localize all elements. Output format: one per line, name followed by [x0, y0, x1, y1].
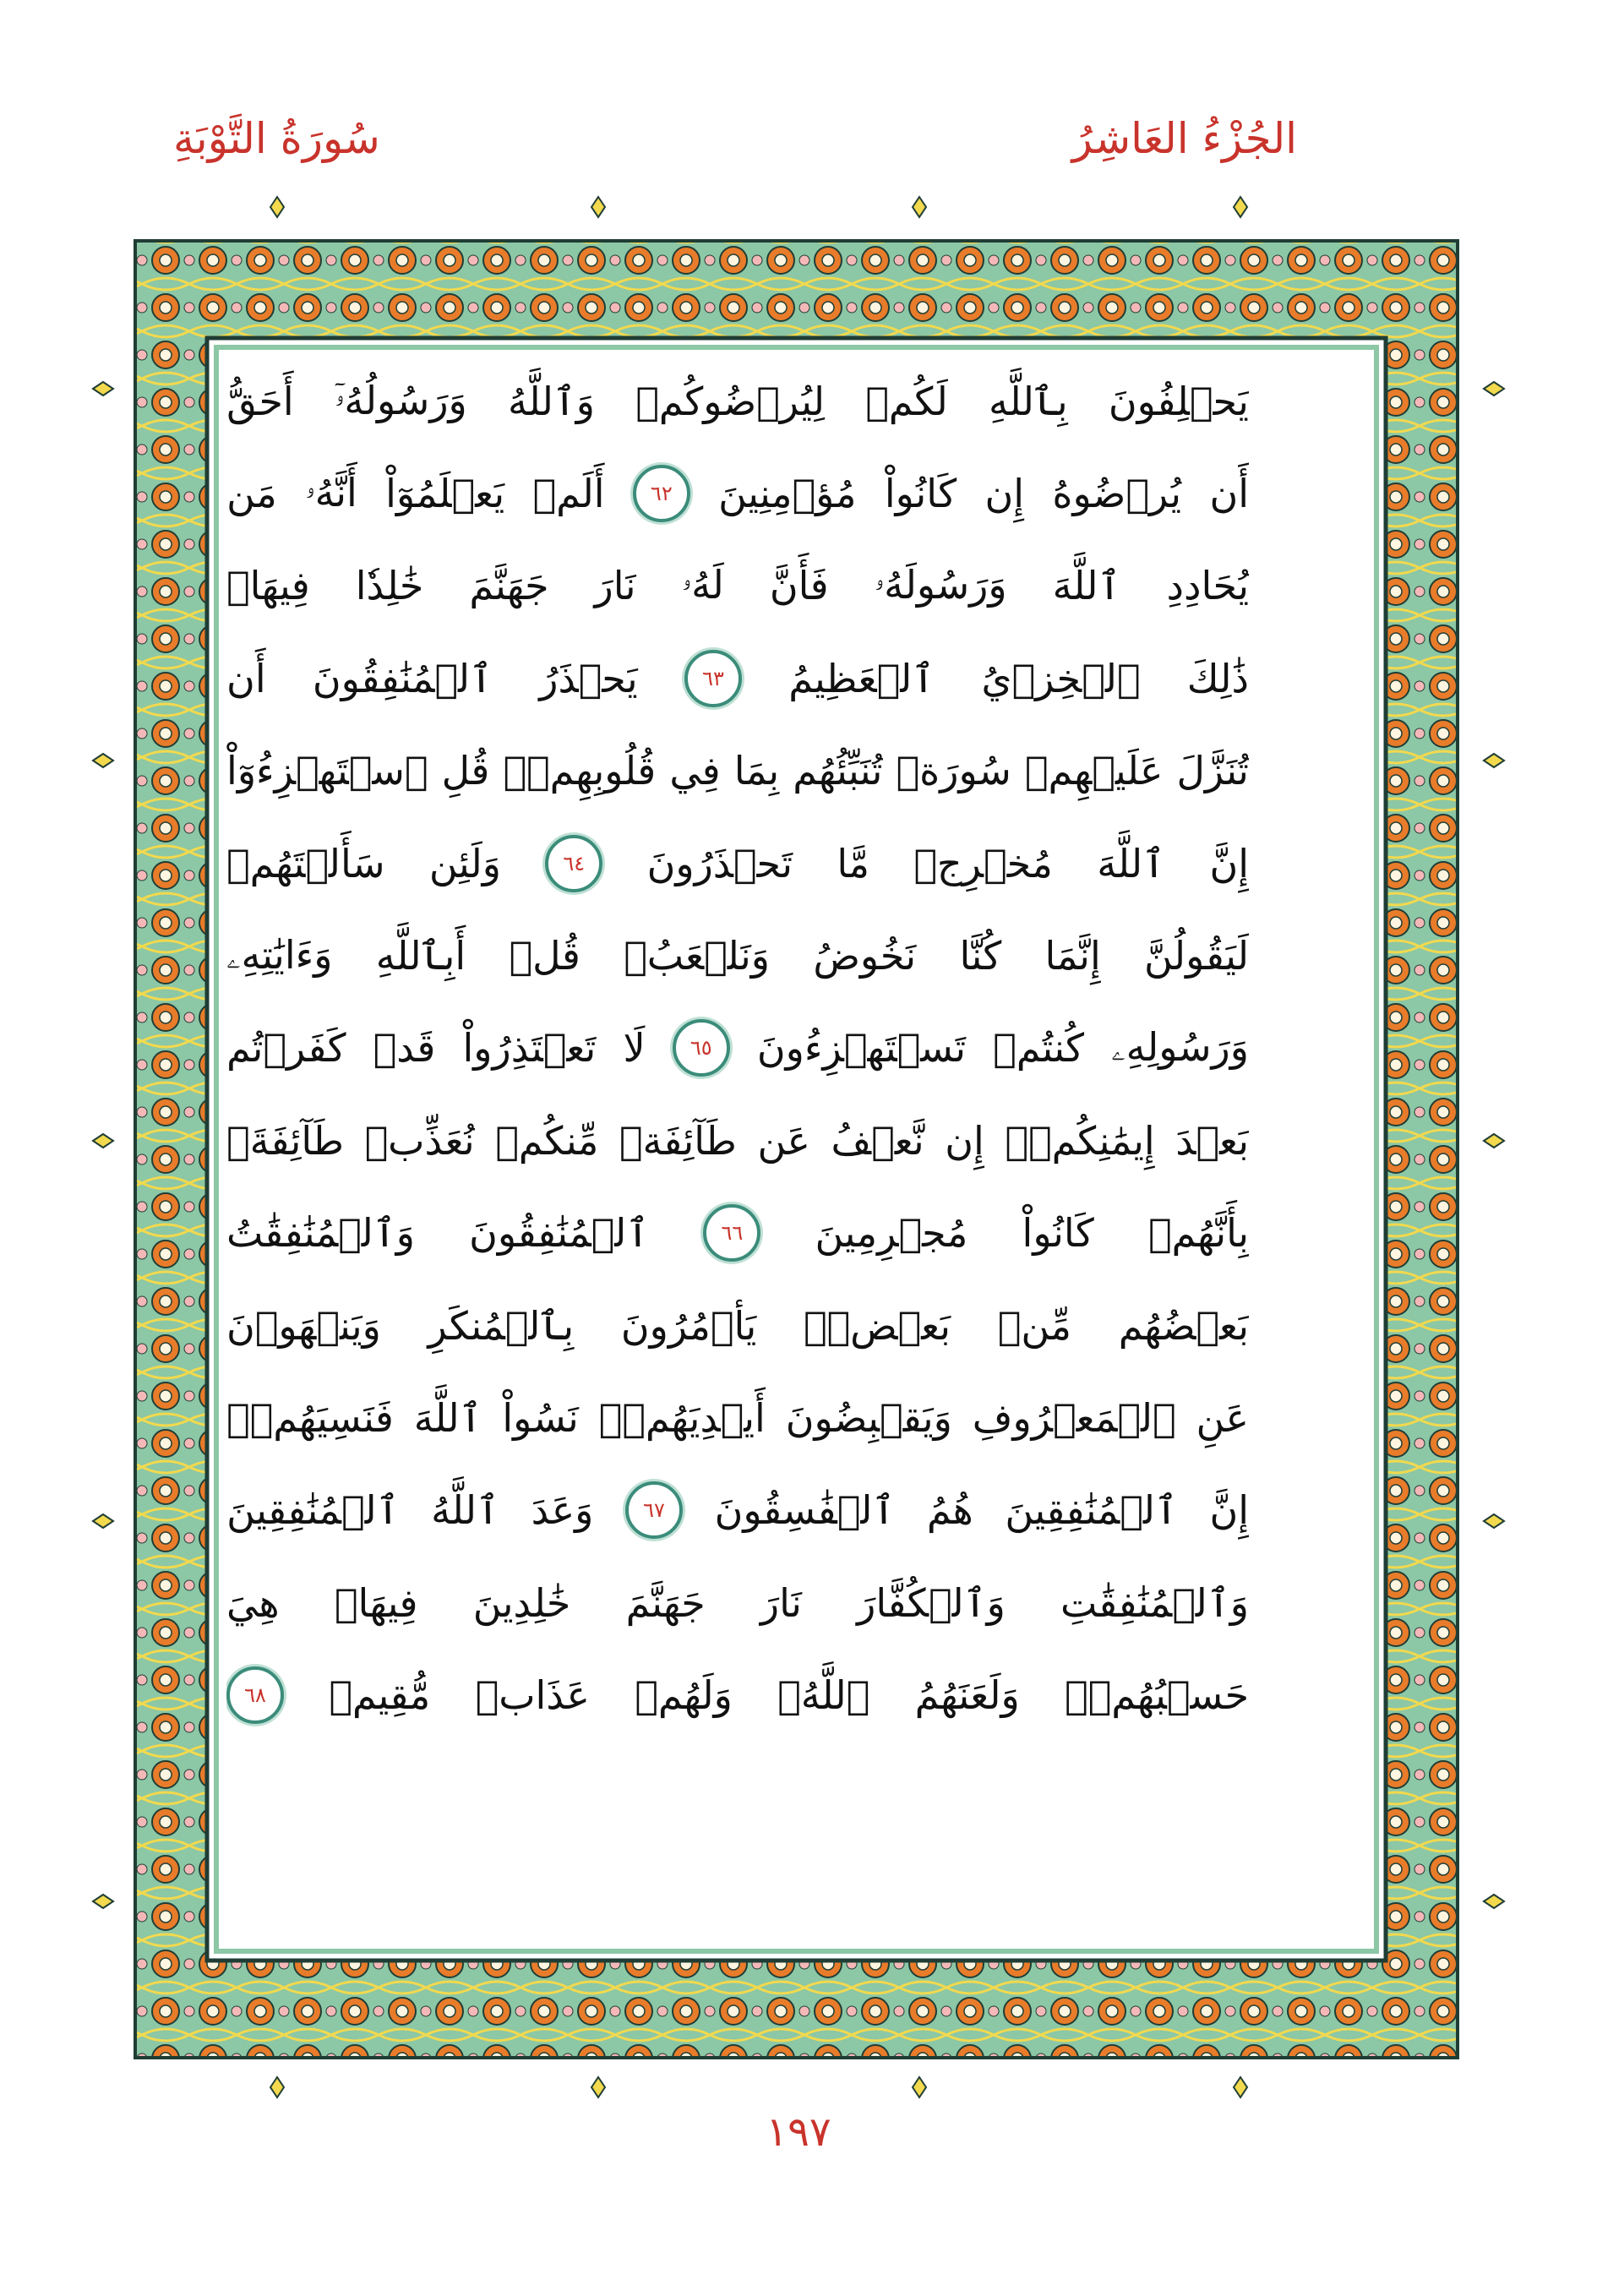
- text-line-11: [226, 1279, 1249, 1372]
- word: تَعۡتَذِرُواْ: [462, 1025, 597, 1072]
- word: وَيَقۡبِضُونَ: [785, 1394, 952, 1441]
- word: أَلَمۡ: [532, 471, 605, 517]
- word: فَنَسِيَهُمۡۚ: [226, 1394, 394, 1441]
- word: كُنَّا: [959, 933, 1002, 979]
- text-line-2: [226, 447, 1249, 539]
- word: ٱلۡمُنَٰفِقِينَ: [1005, 1487, 1178, 1534]
- word: مُّقِيمٞ: [329, 1672, 431, 1719]
- word: نُعَذِّبۡ: [364, 1117, 475, 1164]
- word: مُجۡرِمِينَ: [815, 1210, 968, 1257]
- word: نَارَ: [594, 563, 636, 609]
- word: يَحۡذَرُ: [539, 655, 638, 701]
- word: مُؤۡمِنِينَ: [718, 471, 857, 517]
- word: أَيۡدِيَهُمۡۚ: [598, 1394, 766, 1441]
- text-line-7: [226, 909, 1249, 1001]
- ayah-number-marker: ٦٨: [226, 1666, 284, 1724]
- word: وَلَئِن: [428, 840, 501, 886]
- word: وَعَدَ: [531, 1487, 594, 1534]
- ayah-number-marker: ٦٥: [673, 1019, 730, 1077]
- text-line-8: [226, 1002, 1249, 1094]
- text-line-15: [226, 1649, 1249, 1741]
- word: ٱللَّهَ: [413, 1394, 482, 1441]
- word: ذَٰلِكَ: [1186, 655, 1249, 701]
- word: عَنِ: [1196, 1394, 1249, 1441]
- word: نَسُواْ: [502, 1394, 579, 1441]
- word: يَعۡلَمُوٓاْ: [385, 471, 505, 517]
- ayah-number-marker: ٦٧: [625, 1481, 683, 1539]
- word: وَٱلۡمُنَٰفِقَٰتُ: [226, 1210, 415, 1257]
- word: لِيُرۡضُوكُمۡ: [635, 378, 826, 424]
- word: يَأۡمُرُونَ: [620, 1302, 757, 1349]
- word: أَبِٱللَّهِ: [375, 933, 466, 979]
- word: لَهُۥ: [681, 562, 724, 608]
- word: وَءَايَٰتِهِۦ: [226, 932, 333, 979]
- word: سُورَةٞ: [896, 748, 1011, 794]
- word: ٱلۡعَظِيمُ: [788, 655, 935, 701]
- word: مَّا: [837, 840, 870, 886]
- text-line-9: [226, 1094, 1249, 1186]
- word: ٱلۡخِزۡيُ: [981, 655, 1141, 701]
- word: مُخۡرِجٞ: [913, 840, 1053, 886]
- word: ٱلۡمَعۡرُوفِ: [972, 1394, 1176, 1441]
- word: وَرَسُولَهُۥ: [874, 562, 1007, 608]
- word: قُلِ: [441, 748, 490, 794]
- word: نَارَ: [760, 1579, 802, 1626]
- text-line-1: [226, 355, 1249, 447]
- word: ٱللَّهُ: [431, 1487, 499, 1534]
- text-line-12: [226, 1372, 1249, 1464]
- word: فِي: [669, 748, 721, 794]
- word: تَسۡتَهۡزِءُونَ: [756, 1025, 967, 1072]
- word: وَنَلۡعَبُۚ: [624, 933, 771, 979]
- word: مِّنكُمۡ: [495, 1117, 599, 1164]
- text-line-14: [226, 1557, 1249, 1649]
- word: إِنَّ: [1209, 840, 1249, 886]
- word: طَآئِفَةَۢ: [226, 1117, 345, 1164]
- ayah-number-marker: ٦٦: [703, 1204, 760, 1262]
- word: وَرَسُولِهِۦ: [1111, 1024, 1249, 1071]
- word: أَن: [1209, 471, 1249, 517]
- word: وَرَسُولُهُۥٓ: [334, 377, 467, 423]
- word: قُلۡ: [509, 933, 580, 979]
- word: يُحَادِدِ: [1166, 563, 1249, 609]
- word: عَلَيۡهِمۡ: [1024, 748, 1164, 794]
- word: هِيَ: [226, 1579, 280, 1626]
- word: بَعۡضٖۚ: [803, 1302, 951, 1349]
- word: بِٱللَّهِ: [989, 378, 1068, 424]
- juz-title: الجُزْءُ العَاشِرُ: [1071, 114, 1297, 163]
- word: جَهَنَّمَ: [625, 1579, 706, 1626]
- word: وَلَعَنَهُمُ: [914, 1672, 1020, 1719]
- word: بِٱلۡمُنكَرِ: [428, 1302, 575, 1349]
- word: فِيهَاۚ: [226, 563, 310, 609]
- word: ٱلۡمُنَٰفِقُونَ: [469, 1210, 650, 1257]
- text-line-6: [226, 817, 1249, 909]
- word: سَأَلۡتَهُمۡ: [226, 840, 385, 886]
- word: وَٱلۡمُنَٰفِقَٰتِ: [1060, 1579, 1249, 1626]
- word: تُنَزَّلَ: [1176, 748, 1249, 794]
- text-line-13: [226, 1464, 1249, 1557]
- word: إِن: [984, 471, 1025, 517]
- word: ٱسۡتَهۡزِءُوٓاْ: [226, 748, 428, 794]
- ayah-number-marker: ٦٤: [545, 835, 602, 892]
- word: بِأَنَّهُمۡ: [1147, 1210, 1249, 1257]
- ayah-number-marker: ٦٣: [684, 650, 742, 707]
- word: إِن: [945, 1117, 984, 1164]
- word: مِّنۢ: [997, 1302, 1072, 1349]
- word: طَآئِفَةٖ: [619, 1117, 737, 1164]
- word: قُلُوبِهِمۡۚ: [503, 748, 657, 794]
- word: خَٰلِدٗا: [355, 563, 424, 609]
- page-number: ١٩٧: [766, 2108, 831, 2156]
- text-line-3: [226, 540, 1249, 632]
- word: ٱللَّهُۖ: [777, 1672, 870, 1719]
- word: أَنَّهُۥ: [305, 470, 357, 516]
- word: عَن: [757, 1117, 810, 1164]
- word: ٱلۡمُنَٰفِقُونَ: [312, 655, 493, 701]
- word: كَفَرۡتُم: [226, 1025, 346, 1072]
- word: بِمَا: [733, 748, 780, 794]
- text-line-10: [226, 1187, 1249, 1279]
- word: جَهَنَّمَ: [469, 563, 549, 609]
- ayah-number-marker: ٦٢: [633, 465, 690, 522]
- word: خَٰلِدِينَ: [472, 1579, 571, 1626]
- word: فَأَنَّ: [769, 563, 829, 609]
- word: هُمُ: [926, 1487, 973, 1534]
- word: أَحَقُّ: [226, 378, 294, 424]
- word: قَدۡ: [373, 1025, 436, 1072]
- word: لَا: [623, 1025, 646, 1072]
- word: كَانُواْ: [884, 471, 957, 517]
- word: ٱللَّهَ: [1097, 840, 1166, 886]
- text-line-4: [226, 632, 1249, 724]
- word: وَٱللَّهُ: [507, 378, 596, 424]
- word: تَحۡذَرُونَ: [646, 840, 793, 886]
- word: إِنَّ: [1209, 1487, 1249, 1534]
- text-line-5: [226, 725, 1249, 817]
- word: أَن: [226, 655, 266, 701]
- word: بَعۡدَ: [1175, 1117, 1249, 1164]
- word: نَخُوضُ: [813, 933, 917, 979]
- word: وَٱلۡكُفَّارَ: [857, 1579, 1006, 1626]
- word: فِيهَاۚ: [334, 1579, 418, 1626]
- word: مَن: [226, 471, 277, 517]
- word: كَانُواْ: [1022, 1210, 1094, 1257]
- surah-title: سُورَةُ التَّوْبَةِ: [173, 114, 380, 163]
- word: عَذَابٞ: [475, 1672, 590, 1719]
- word: كُنتُمۡ: [993, 1025, 1084, 1072]
- word: إِنَّمَا: [1044, 933, 1101, 979]
- quran-text-panel: [226, 355, 1249, 1834]
- word: لَكُمۡ: [865, 378, 948, 424]
- word: يُرۡضُوهُ: [1052, 471, 1182, 517]
- word: ٱللَّهَ: [1052, 563, 1121, 609]
- word: تُنَبِّئُهُم: [793, 748, 883, 794]
- word: يَحۡلِفُونَ: [1108, 378, 1249, 424]
- word: نَّعۡفُ: [831, 1117, 924, 1164]
- word: ٱلۡمُنَٰفِقِينَ: [226, 1487, 400, 1534]
- word: وَلَهُمۡ: [635, 1672, 733, 1719]
- word: بَعۡضُهُم: [1118, 1302, 1249, 1349]
- word: ٱلۡفَٰسِقُونَ: [714, 1487, 896, 1534]
- word: حَسۡبُهُمۡۚ: [1065, 1672, 1249, 1719]
- word: لَيَقُولُنَّ: [1144, 933, 1249, 979]
- word: إِيمَٰنِكُمۡۚ: [1005, 1117, 1155, 1164]
- word: وَيَنۡهَوۡنَ: [226, 1302, 381, 1349]
